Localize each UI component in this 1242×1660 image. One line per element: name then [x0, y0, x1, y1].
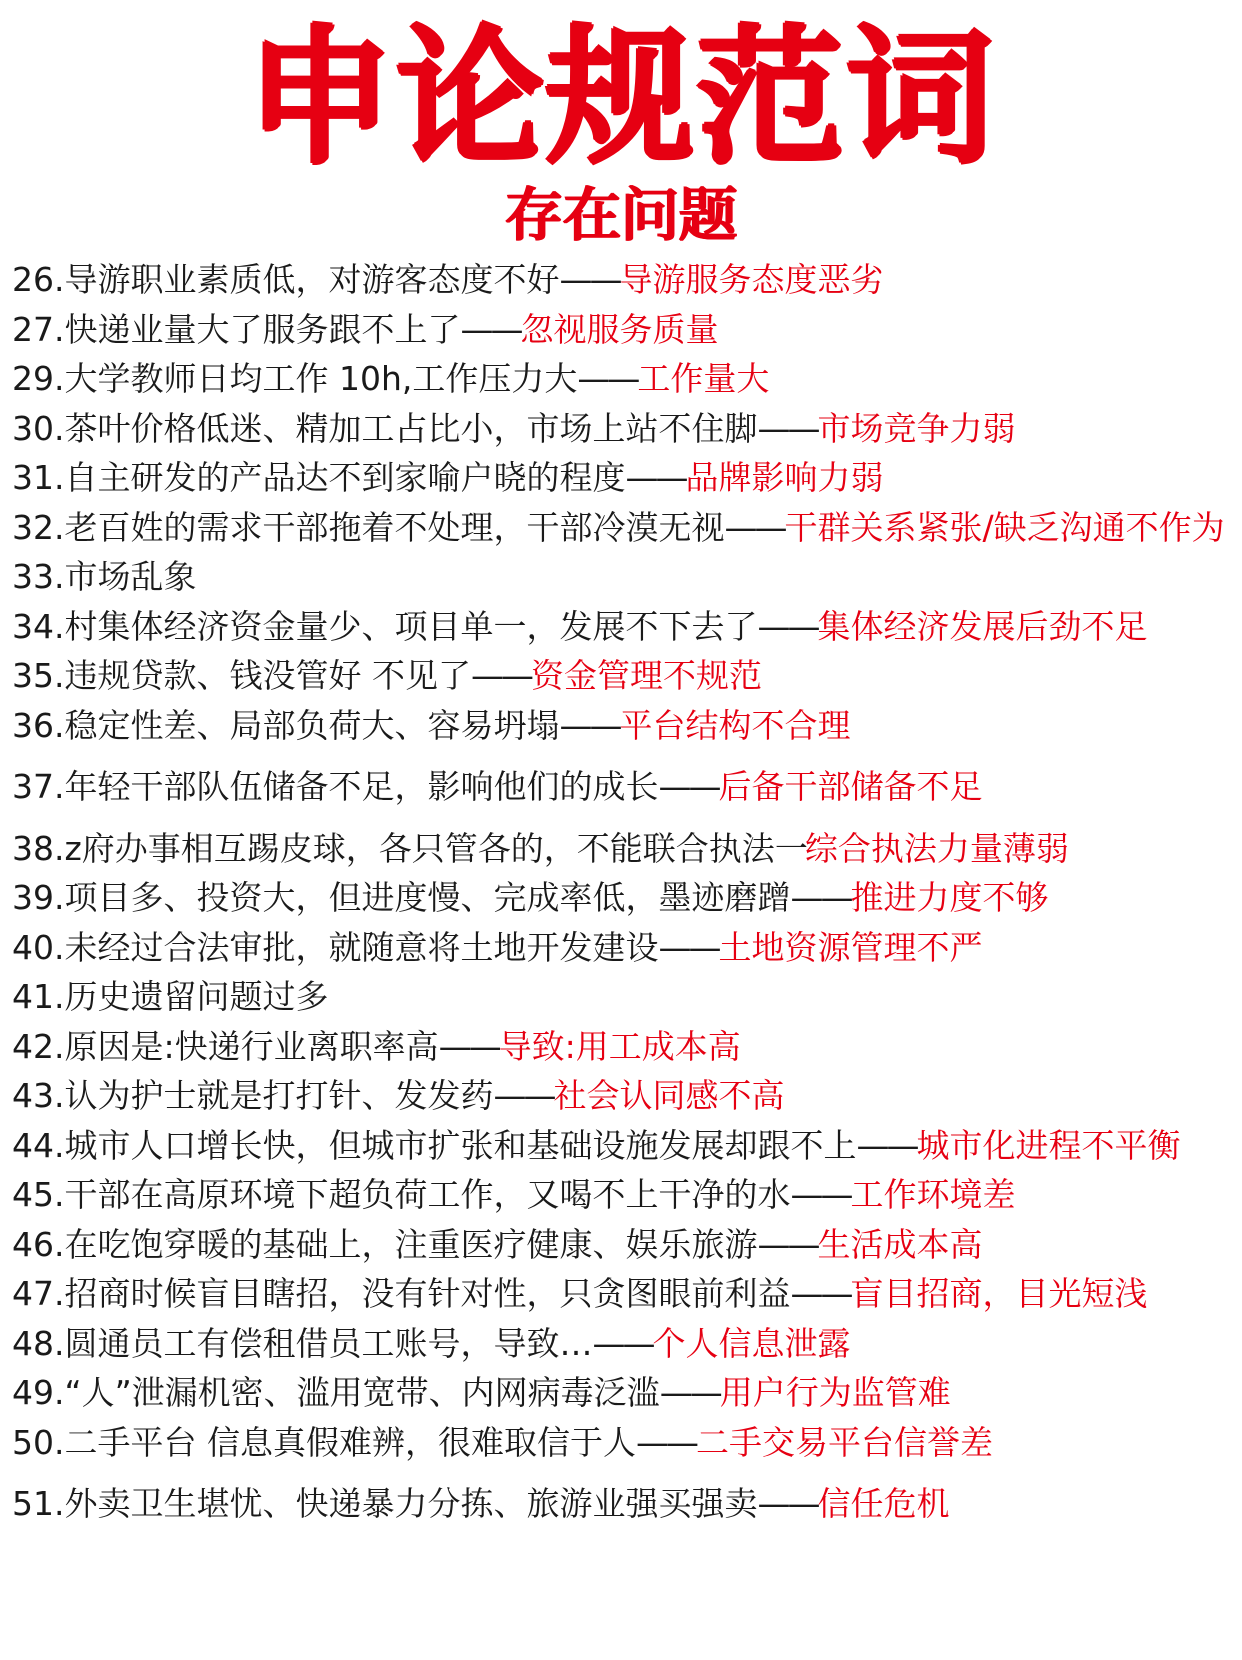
- list-item: [12, 1220, 1234, 1270]
- item-problem-text: 33.市场乱象: [12, 557, 197, 596]
- item-standard-term: 工作环境差: [850, 1175, 1016, 1214]
- item-dash: ——: [790, 1274, 851, 1313]
- item-problem-text: 45.干部在高原环境下超负荷工作，又喝不上干净的水: [12, 1175, 791, 1214]
- item-dash: ——: [757, 1484, 818, 1523]
- item-problem-text: 49.“人”泄漏机密、滥用宽带、内网病毒泛滥: [12, 1373, 660, 1412]
- item-problem-text: 39.项目多、投资大，但进度慢、完成率低，墨迹磨蹭: [12, 878, 791, 917]
- item-standard-term: 盲目招商，目光短浅: [850, 1274, 1148, 1313]
- item-problem-text: 38.z府办事相互踢皮球，各只管各的，不能联合执法: [12, 828, 775, 868]
- list-item: [12, 873, 1234, 923]
- item-problem-text: 51.外卖卫生堪忧、快递暴力分拣、旅游业强买强卖: [12, 1484, 758, 1523]
- list-item: [12, 923, 1234, 973]
- item-standard-term: 导致:用工成本高: [498, 1026, 741, 1066]
- item-dash: ——: [757, 606, 818, 646]
- list-item: [12, 1319, 1234, 1369]
- item-dash: ——: [658, 767, 719, 806]
- item-dash: ——: [625, 458, 686, 497]
- item-dash: 一: [774, 828, 805, 868]
- item-problem-text: 34.村集体经济资金量少、项目单一，发展不下去了: [12, 606, 758, 646]
- list-item: [12, 1022, 1234, 1072]
- item-problem-text: 30.茶叶价格低迷、精加工占比小，市场上站不住脚: [12, 408, 758, 448]
- item-standard-term: 平台结构不合理: [619, 705, 851, 745]
- item-problem-text: 47.招商时候盲目瞎招，没有针对性，只贪图眼前利益: [12, 1274, 791, 1313]
- item-standard-term: 二手交易平台信誉差: [695, 1422, 993, 1462]
- item-problem-text: 26.导游职业素质低，对游客态度不好: [12, 260, 560, 299]
- item-dash: ——: [659, 1373, 720, 1412]
- page-subtitle: 存在问题: [504, 181, 737, 249]
- item-dash: ——: [577, 359, 638, 398]
- list-item: [12, 255, 1234, 305]
- item-standard-term: 个人信息泄露: [652, 1323, 851, 1363]
- item-problem-text: 40.未经过合法审批，就随意将土地开发建设: [12, 927, 659, 967]
- item-standard-term: 市场竞争力弱: [817, 408, 1016, 448]
- problem-list: [12, 255, 1234, 1529]
- item-standard-term: 用户行为监管难: [719, 1373, 951, 1412]
- item-dash: ——: [757, 1224, 818, 1264]
- item-dash: ——: [790, 878, 851, 917]
- item-dash: ——: [470, 656, 531, 695]
- list-item: [12, 453, 1234, 503]
- item-problem-text: 41.历史遗留问题过多: [12, 977, 329, 1016]
- item-problem-text: 31.自主研发的产品达不到家喻户晓的程度: [12, 458, 626, 497]
- item-problem-text: 50.二手平台 信息真假难辨，很难取信于人: [12, 1422, 636, 1462]
- item-dash: ——: [757, 408, 818, 448]
- list-item: [12, 1071, 1234, 1121]
- list-item: [12, 404, 1234, 454]
- item-dash: ——: [856, 1125, 917, 1165]
- list-item: [12, 503, 1234, 553]
- list-item: [12, 552, 1234, 602]
- item-problem-text: 29.大学教师日均工作 10h,工作压力大: [12, 359, 578, 398]
- item-standard-term: 集体经济发展后劲不足: [817, 606, 1148, 646]
- item-problem-text: 27.快递业量大了服务跟不上了: [12, 309, 461, 349]
- item-dash: ——: [460, 309, 521, 349]
- item-problem-text: 36.稳定性差、局部负荷大、容易坍塌: [12, 705, 560, 745]
- item-dash: ——: [493, 1076, 554, 1115]
- item-dash: ——: [790, 1175, 851, 1214]
- item-standard-term: 品牌影响力弱: [685, 458, 884, 497]
- item-problem-text: 46.在吃饱穿暖的基础上，注重医疗健康、娱乐旅游: [12, 1224, 758, 1264]
- list-item: [12, 1479, 1234, 1529]
- item-standard-term: 工作量大: [637, 359, 770, 398]
- item-standard-term: 导游服务态度恶劣: [619, 260, 884, 299]
- list-item: [12, 354, 1234, 404]
- item-standard-term: 忽视服务质量: [520, 309, 719, 349]
- list-item: [12, 824, 1234, 874]
- list-item: [12, 305, 1234, 355]
- item-standard-term: 干群关系紧张/缺乏沟通不作为: [784, 507, 1225, 547]
- item-dash: ——: [592, 1323, 653, 1363]
- list-item: [12, 701, 1234, 751]
- item-problem-text: 43.认为护士就是打打针、发发药: [12, 1076, 494, 1115]
- list-item: [12, 1121, 1234, 1171]
- item-problem-text: 48.圆通员工有偿租借员工账号，导致…: [12, 1323, 593, 1363]
- list-item: [12, 1368, 1234, 1418]
- item-standard-term: 土地资源管理不严: [718, 927, 983, 967]
- item-problem-text: 32.老百姓的需求干部拖着不处理，干部冷漠无视: [12, 507, 725, 547]
- item-standard-term: 生活成本高: [817, 1224, 983, 1264]
- item-standard-term: 信任危机: [817, 1484, 950, 1523]
- item-problem-text: 37.年轻干部队伍储备不足，影响他们的成长: [12, 767, 659, 806]
- list-item: [12, 602, 1234, 652]
- page-title: 申论规范词: [246, 12, 996, 184]
- list-item: [12, 651, 1234, 701]
- item-dash: ——: [559, 260, 620, 299]
- item-problem-text: 42.原因是:快递行业离职率高: [12, 1026, 439, 1066]
- item-standard-term: 综合执法力量薄弱: [804, 828, 1069, 868]
- item-standard-term: 城市化进程不平衡: [916, 1125, 1181, 1165]
- list-item: [12, 972, 1234, 1022]
- list-item: [12, 762, 1234, 812]
- item-problem-text: 44.城市人口增长快，但城市扩张和基础设施发展却跟不上: [12, 1125, 857, 1165]
- item-standard-term: 社会认同感不高: [553, 1076, 785, 1115]
- list-item: [12, 1269, 1234, 1319]
- list-item: [12, 1170, 1234, 1220]
- item-problem-text: 35.违规贷款、钱没管好 不见了: [12, 656, 471, 695]
- item-standard-term: 推进力度不够: [850, 878, 1049, 917]
- item-dash: ——: [658, 927, 719, 967]
- item-standard-term: 后备干部储备不足: [718, 767, 983, 806]
- list-item: [12, 1418, 1234, 1468]
- item-dash: ——: [635, 1422, 696, 1462]
- item-dash: ——: [438, 1026, 499, 1066]
- item-dash: ——: [724, 507, 785, 547]
- item-dash: ——: [559, 705, 620, 745]
- item-standard-term: 资金管理不规范: [530, 656, 762, 695]
